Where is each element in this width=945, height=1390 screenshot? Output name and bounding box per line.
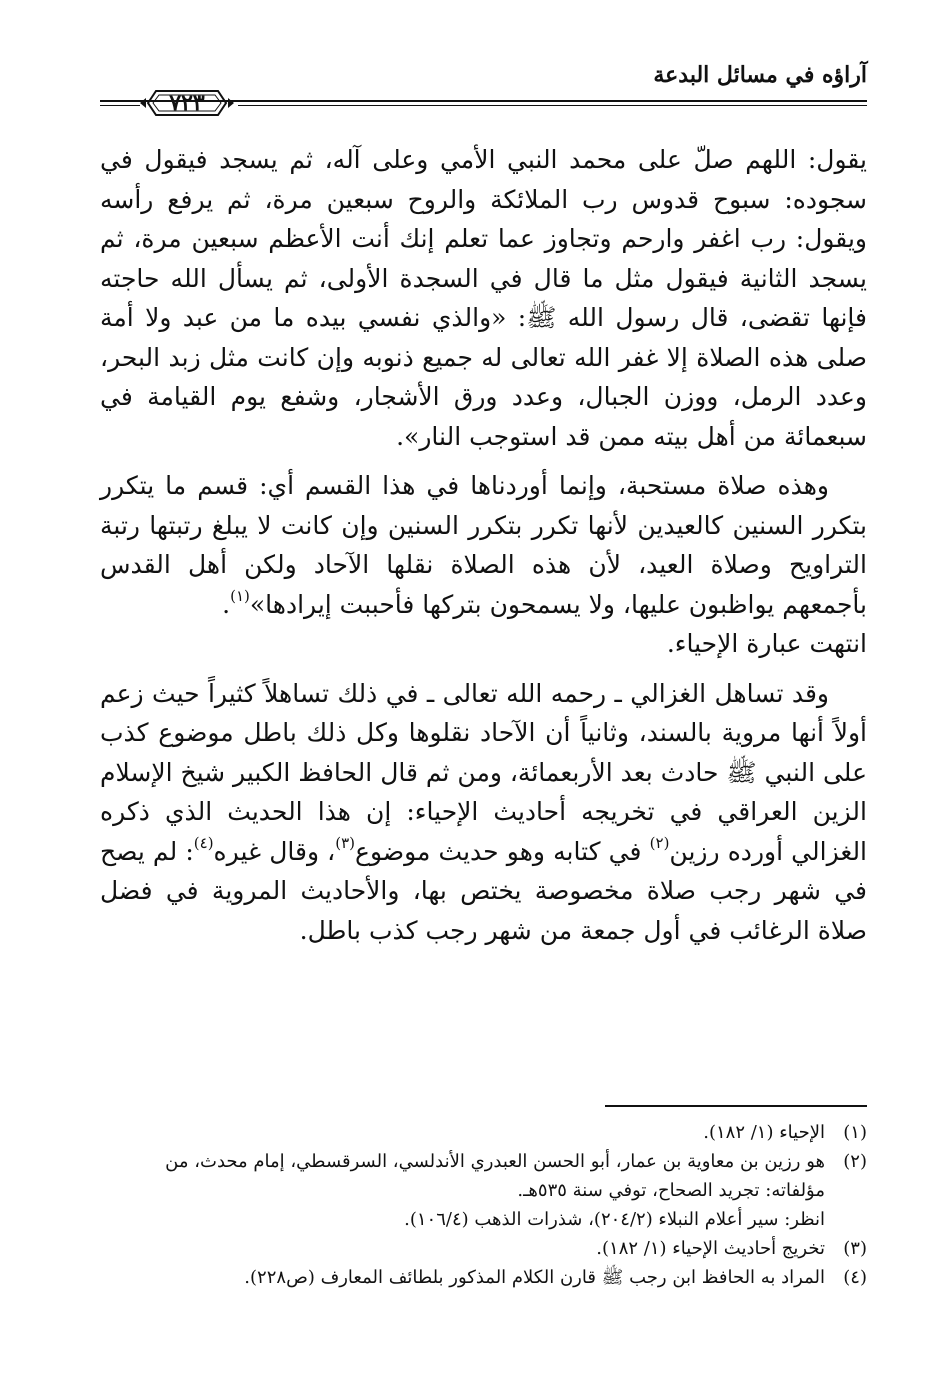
footnote bbox=[100, 1118, 867, 1147]
page-number-frame bbox=[140, 86, 234, 120]
footnote-text: هو رزين بن معاوية بن عمار، أبو الحسن العبدري الأندلسي، السرقسطي، إمام محدث، من مؤلفاته: تجريد الصحاح، توفي سنة ٥٣٥هـ. bbox=[165, 1151, 825, 1201]
footnote bbox=[100, 1263, 867, 1292]
main-text bbox=[100, 140, 867, 960]
footnote-text: المراد به الحافظ ابن رجب ﷺ قارن الكلام المذكور بلطائف المعارف (ص٢٢٨). bbox=[244, 1267, 825, 1288]
paragraph bbox=[100, 674, 867, 951]
footnote-ref: (١) bbox=[230, 586, 250, 605]
paragraph-text: في كتابه وهو حديث موضوع bbox=[355, 836, 650, 866]
footnote-text: تخريج أحاديث الإحياء (١/ ١٨٢). bbox=[596, 1238, 825, 1259]
paragraph-end: . bbox=[222, 589, 231, 619]
footnote-number: (١) bbox=[843, 1122, 867, 1143]
footnote-ref: (٤) bbox=[193, 833, 214, 852]
footnote-number: (٤) bbox=[843, 1267, 867, 1288]
footnote-text: الإحياء (١/ ١٨٢). bbox=[703, 1122, 825, 1143]
paragraph-text: وهذه صلاة مستحبة، وإنما أوردناها في هذا القسم أي: قسم ما يتكرر بتكرر السنين كالعيدين لأنها تكرر بتكرر السنين وإن كانت لا يبلغ رتبتها رتبة التراويح وصلاة العيد، لأن هذه الصلاة نقلها الآحاد ولكن أهل القدس بأجمعهم يواظبون عليها، ولا يسمحون بتركها فأحببت إيرادها» bbox=[100, 471, 867, 619]
header-rule bbox=[100, 100, 867, 102]
footnote-ref: (٣) bbox=[335, 833, 356, 852]
footnote-rule bbox=[605, 1105, 867, 1107]
footnote-ref: (٢) bbox=[649, 833, 670, 852]
paragraph-text: انتهت عبارة الإحياء. bbox=[666, 629, 867, 658]
header-rule-thin bbox=[238, 105, 867, 106]
header-rule-left-thin bbox=[100, 105, 140, 106]
paragraph-text: ، وقال غيره bbox=[213, 836, 336, 866]
footnote bbox=[100, 1147, 867, 1205]
footnote-continuation: انظر: سير أعلام النبلاء (٢٠٤/٢)، شذرات الذهب (١٠٦/٤). bbox=[404, 1209, 825, 1230]
footnote bbox=[100, 1234, 867, 1263]
footnote-number: (٢) bbox=[843, 1151, 867, 1172]
paragraph bbox=[100, 466, 867, 664]
footnotes bbox=[100, 1118, 867, 1292]
paragraph-text: : لم يصح في شهر رجب صلاة مخصوصة يختص بها، والأحاديث المروية في فضل صلاة الرغائب في أول جمعة من شهر رجب كذب باطل. bbox=[100, 836, 867, 945]
paragraph-text: وقد تساهل الغزالي ـ رحمه الله تعالى ـ في ذلك تساهلاً كثيراً حيث زعم أولاً أنها مروية بالسند، وثانياً أن الآحاد نقلوها وكل ذلك باطل موضوع كذب على النبي ﷺ حادث بعد الأربعمائة، ومن ثم قال الحافظ الكبير شيخ الإسلام الزين العراقي في تخريجه أحاديث الإحياء: إن هذا الحديث الذي ذكره الغزالي أورده رزين bbox=[99, 678, 868, 866]
footnote-number: (٣) bbox=[843, 1238, 867, 1259]
running-title: آراؤه في مسائل البدعة bbox=[653, 62, 867, 88]
page-number: ٧٢٣ bbox=[169, 90, 205, 116]
paragraph: يقول: اللهم صلّ على محمد النبي الأمي وعلى آله، ثم يسجد فيقول في سجوده: سبوح قدوس رب الملائكة والروح سبعين مرة، ثم يرفع رأسه ويقول: رب اغفر وارحم وتجاوز عما تعلم إنك أنت الأعظم سبعين مرة، ثم يسجد الثانية فيقول مثل ما قال في السجدة الأولى، ثم يسأل الله حاجته فإنها تقضى، قال رسول الله ﷺ: «والذي نفسي بيده ما من عبد ولا أمة صلى هذه الصلاة إلا غفر الله تعالى له جميع ذنوبه وإن كانت مثل زبد البحر، وعدد الرمل، ووزن الجبال، وعدد ورق الأشجار، وشفع يوم القيامة في سبعمائة من أهل بيته ممن قد استوجب النار». bbox=[100, 145, 867, 451]
